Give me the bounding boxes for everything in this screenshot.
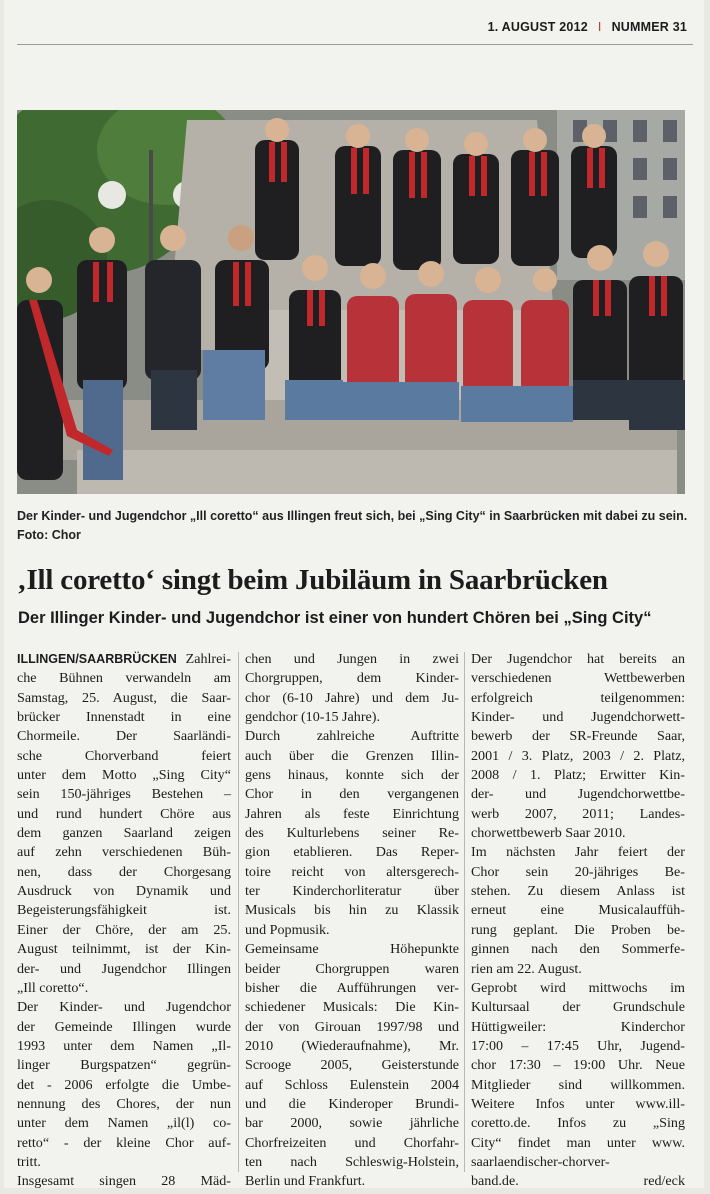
body-line: Chorfreizeiten und Chorfahr-	[245, 1134, 459, 1151]
body-line: bisher die Aufführungen ver-	[245, 979, 459, 996]
body-line: schiedener Musicals: Die Kin-	[245, 999, 459, 1016]
body-line: Zahlrei-	[185, 651, 231, 667]
body-line: Insgesamt singen 28 Mäd-	[17, 1173, 231, 1190]
body-line: Durch zahlreiche Auftritte	[245, 728, 459, 745]
body-line: ten nach Schleswig-Holstein,	[245, 1153, 459, 1170]
body-line: rung geplant. Die Proben be-	[471, 921, 685, 938]
body-line: Im nächsten Jahr feiert der	[471, 844, 685, 861]
body-line: Der Jugendchor hat bereits an	[471, 651, 685, 667]
choir-photo	[17, 110, 685, 494]
body-line: chorwettbewerb Saar 2010.	[471, 825, 626, 842]
body-line: und Popmusik.	[245, 921, 330, 938]
body-line: Musicals bis hin zu Klassik	[245, 902, 459, 919]
body-line: Jahren als feste Einrichtung	[245, 805, 459, 822]
masthead	[17, 14, 693, 42]
body-line: und die Kinderoper Brundi-	[245, 1095, 459, 1112]
body-line: August teilnimmt, ist der Kin-	[17, 941, 231, 958]
body-line: 1993 unter dem Namen „Il-	[17, 1037, 231, 1054]
body-line: saarlaendischer-chorver-	[471, 1153, 610, 1170]
body-line: erfolgreich teilgenommen:	[471, 689, 685, 706]
body-line: werb 2007, 2011; Landes-	[471, 805, 685, 822]
body-line: City“ findet man unter www.	[471, 1134, 685, 1151]
column-divider	[464, 652, 465, 1172]
body-line: auf zehn verschiedenen Büh-	[17, 844, 231, 861]
issue-date: 1. AUGUST 2012	[487, 20, 588, 34]
body-line: Geprobt wird mittwochs im	[471, 979, 685, 996]
body-line: chor 17:30 – 19:00 Uhr. Neue	[471, 1057, 685, 1074]
body-line: unter dem Namen „il(l) co-	[17, 1115, 231, 1132]
body-line: retto“ - der kleine Chor auf-	[17, 1134, 231, 1151]
body-line: Begeisterungsfähigkeit ist.	[17, 902, 231, 919]
article-headline: ‚Ill coretto‘ singt beim Jubiläum in Saarbrücken	[17, 564, 608, 596]
body-line: 2008 / 1. Platz; Erwitter Kin-	[471, 767, 685, 784]
body-line: ter Kinderchorliteratur über	[245, 883, 459, 900]
body-line: Chor sein 20-jähriges Be-	[471, 863, 685, 880]
article-column-3	[471, 650, 685, 1192]
body-line: 2001 / 3. Platz, 2003 / 2. Platz,	[471, 747, 685, 764]
body-line: coretto.de. Infos zu „Sing	[471, 1115, 685, 1132]
body-line: Chormeile. Der Saarländi-	[17, 728, 231, 745]
body-line: bar 2000, sowie jährliche	[245, 1115, 459, 1132]
body-line: band.de. red/eck	[471, 1173, 685, 1190]
article-dateline: ILLINGEN/SAARBRÜCKEN	[17, 652, 177, 666]
body-line: toire reicht von altersgerech-	[245, 863, 459, 880]
body-line: der Gemeinde Illingen wurde	[17, 1018, 231, 1035]
body-line: „Ill coretto“.	[17, 979, 89, 996]
header-separator: I	[597, 20, 602, 34]
body-line: Kinder- und Jugendchorwett-	[471, 709, 685, 726]
article-column-1	[17, 650, 231, 1192]
issue-info	[488, 20, 687, 34]
body-line: unter dem Motto „Sing City“	[17, 767, 231, 784]
body-line: tritt.	[17, 1153, 41, 1170]
body-line: nen, dass der Chorgesang	[17, 863, 231, 880]
body-line: Chor in den vergangenen	[245, 786, 459, 803]
body-line: 2010 (Wiederaufnahme), Mr.	[245, 1037, 459, 1054]
body-line: auch über die Grenzen Illin-	[245, 747, 459, 764]
body-line: chor (6-10 Jahre) und dem Ju-	[245, 689, 459, 706]
body-line: Weitere Infos unter www.ill-	[471, 1095, 685, 1112]
body-line: und rund hundert Chöre aus	[17, 805, 231, 822]
body-line: Der Kinder- und Jugendchor	[17, 999, 231, 1016]
body-line: brücker Innenstadt in eine	[17, 709, 231, 726]
body-line: Hüttigweiler: Kinderchor	[471, 1018, 685, 1035]
body-line: linger Burgspatzen“ gegrün-	[17, 1057, 231, 1074]
body-line: rien am 22. August.	[471, 960, 582, 977]
body-line: sein 150-jähriges Bestehen –	[17, 786, 231, 803]
body-line: beider Chorgruppen waren	[245, 960, 459, 977]
issue-number: NUMMER 31	[611, 20, 687, 34]
body-line: auf Schloss Eulenstein 2004	[245, 1076, 459, 1093]
body-line: nennung des Chores, der nun	[17, 1095, 231, 1112]
column-divider	[238, 652, 239, 1172]
body-line: Chorgruppen, dem Kinder-	[245, 670, 459, 687]
body-line: Gemeinsame Höhepunkte	[245, 941, 459, 958]
body-line: det - 2006 erfolgte die Umbe-	[17, 1076, 231, 1093]
body-line: Berlin und Frankfurt.	[245, 1173, 366, 1190]
body-line: 17:00 – 17:45 Uhr, Jugend-	[471, 1037, 685, 1054]
body-line: Samstag, 25. August, die Saar-	[17, 689, 231, 706]
body-line: gendchor (10-15 Jahre).	[245, 709, 381, 726]
article-column-2	[245, 650, 459, 1192]
body-line: Scrooge 2005, Geisterstunde	[245, 1057, 459, 1074]
body-line: dem ganzen Saarland zeigen	[17, 825, 231, 842]
body-line: che Bühnen verwandeln am	[17, 670, 231, 687]
body-line: Mitglieder sind willkommen.	[471, 1076, 685, 1093]
body-line: der- und Jugendchor Illingen	[17, 960, 231, 977]
choir-photo-illustration	[17, 110, 685, 494]
article-subheadline: Der Illinger Kinder- und Jugendchor ist einer von hundert Chören bei „Sing City“	[18, 609, 652, 627]
body-line: stehen. Zu diesem Anlass ist	[471, 883, 685, 900]
body-line: bewerb der SR-Freunde Saar,	[471, 728, 685, 745]
body-line: gion etablieren. Das Reper-	[245, 844, 459, 861]
body-line: chen und Jungen in zwei	[245, 651, 459, 667]
body-line: Einer der Chöre, der am 25.	[17, 921, 231, 938]
header-rule	[17, 44, 693, 45]
body-line: gens hinaus, konnte sich der	[245, 767, 459, 784]
body-line: des Kulturlebens seiner Re-	[245, 825, 459, 842]
body-line: ginnen nach den Sommerfe-	[471, 941, 685, 958]
body-line: verschiedenen Wettbewerben	[471, 670, 685, 687]
body-line: erneut eine Musicalauffüh-	[471, 902, 685, 919]
body-line: der- und Jugendchorwettbe-	[471, 786, 685, 803]
body-line: Ausdruck von Dynamik und	[17, 883, 231, 900]
body-line: der von Girouan 1997/98 und	[245, 1018, 459, 1035]
photo-caption: Der Kinder- und Jugendchor „Ill coretto“ aus Illingen freut sich, bei „Sing City“ in Saarbrücken mit dabei zu sein. Foto: Chor	[17, 509, 688, 542]
body-line: sche Chorverband feiert	[17, 747, 231, 764]
body-line: Kultursaal der Grundschule	[471, 999, 685, 1016]
